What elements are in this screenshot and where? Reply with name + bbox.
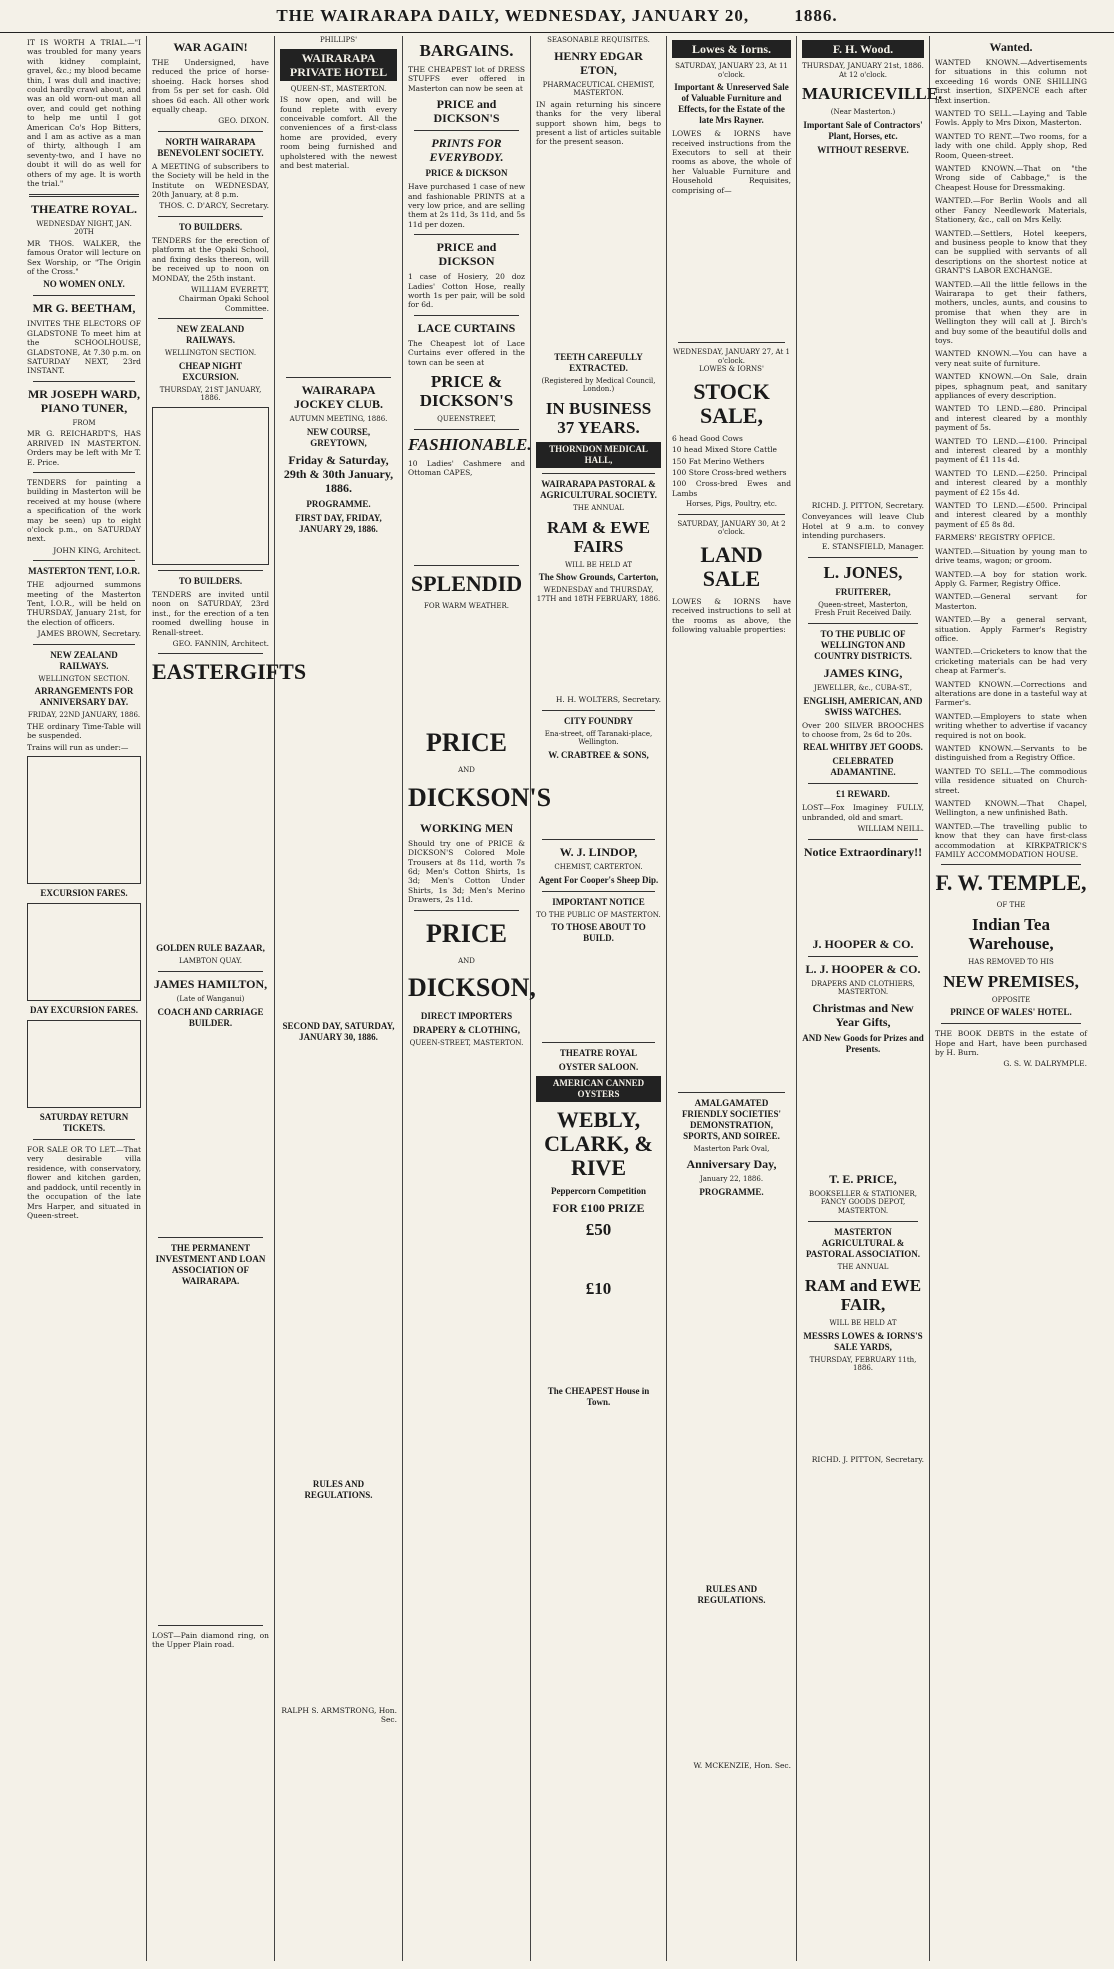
- wanted-item: WANTED TO RENT.—Two rooms, for a lady with one child. Apply shop, Red Room, Queen-street.: [935, 131, 1087, 160]
- reward-body: LOST—Fox Imaginey FULLY, unbranded, old and smart.: [802, 803, 924, 822]
- land-lots: [672, 637, 791, 1087]
- eastergifts: EASTERGIFTS: [152, 659, 307, 685]
- and-word: AND: [458, 766, 475, 775]
- notice-body: [802, 863, 924, 933]
- dress-ad: THE CHEAPEST lot of DRESS STUFFS ever offered in Masterton can now be seen at: [408, 65, 525, 93]
- prints-body: Have purchased 1 case of new and fashionable PRINTS at a very low price, and are selling them at 2s 11d, 3s 11d, and 5s 11d per dozen.: [408, 182, 525, 229]
- anniv: Anniversary Day,: [686, 1157, 777, 1172]
- sig: W. MCKENZIE, Hon. Sec.: [693, 1760, 791, 1770]
- lowes-list: [672, 197, 791, 337]
- stock-list: [672, 434, 791, 498]
- column-5: [531, 36, 667, 1961]
- english: ENGLISH, AMERICAN, AND SWISS WATCHES.: [803, 695, 923, 717]
- drapery: DRAPERY & CLOTHING,: [412, 1025, 521, 1036]
- christmas: Christmas and New Year Gifts,: [812, 1000, 914, 1029]
- important: Important Sale of Contractors' Plant, Horses, etc.: [803, 119, 923, 141]
- builders-title: TO BUILDERS.: [178, 221, 243, 232]
- venue: MAURICEVILLE.: [802, 84, 943, 104]
- eton-title: HENRY EDGAR ETON,: [554, 48, 643, 77]
- excursion-fares-table: [152, 407, 269, 565]
- tent-body: THE adjourned summons meeting of the Masterton Tent, I.O.R., will be held on THURSDAY, January 21st, for the election of officers.: [27, 580, 141, 627]
- crabtree: W. CRABTREE & SONS,: [548, 749, 649, 760]
- dickson-word-2: DICKSON,: [408, 973, 536, 1003]
- eastergifts-body: [152, 690, 269, 940]
- yards: MESSRS LOWES & IORNS'S SALE YARDS,: [803, 1330, 923, 1352]
- jockey-venue: NEW COURSE, GREYTOWN,: [306, 427, 371, 449]
- wanted-item: WANTED.—A boy for station work. Apply G. Farmer, Registry Office.: [935, 569, 1087, 588]
- about-body: [536, 947, 661, 1037]
- hooper: J. HOOPER & CO.: [812, 936, 914, 951]
- hotel-addr: QUEEN-ST., MASTERTON.: [290, 84, 387, 93]
- ram-sub: WILL BE HELD AT: [564, 560, 632, 569]
- lowes-header: Lowes & Iorns.: [672, 40, 791, 58]
- time: At 12 o'clock.: [838, 70, 887, 79]
- and-word-2: AND: [458, 956, 475, 965]
- column-6: [667, 36, 797, 1961]
- train-table: [27, 756, 141, 884]
- perm-title: THE PERMANENT INVESTMENT AND LOAN ASSOCIATION OF WAIRARAPA.: [155, 1242, 266, 1286]
- price-word: PRICE: [426, 728, 507, 758]
- phillips: PHILLIPS': [319, 36, 358, 44]
- fair-body: [802, 1373, 924, 1453]
- wood-sig: RICHD. J. PITTON, Secretary.: [811, 500, 924, 510]
- theatre-title: THEATRE ROYAL.: [30, 201, 138, 216]
- price-dickson-3: PRICE and DICKSON: [436, 240, 497, 269]
- cheap-excursion: CHEAP NIGHT EXCURSION.: [178, 360, 243, 382]
- jockey-dates: Friday & Saturday, 29th & 30th January, 1886.: [283, 453, 394, 496]
- working-men: WORKING MEN: [420, 820, 513, 835]
- wood-header: F. H. Wood.: [802, 40, 924, 58]
- railways-sub: WELLINGTON SECTION.: [164, 349, 257, 358]
- agri: WAIRARAPA PASTORAL & AGRICULTURAL SOCIETY.: [540, 479, 657, 500]
- drapers: DRAPERS AND CLOTHIERS, MASTERTON.: [811, 979, 915, 997]
- masthead-year: 1886.: [794, 6, 838, 25]
- rules: RULES AND REGULATIONS.: [304, 1479, 373, 1501]
- warm: FOR WARM WEATHER.: [423, 601, 509, 610]
- hamilton-trade: COACH AND CARRIAGE BUILDER.: [157, 1006, 264, 1028]
- lace-title: LACE CURTAINS: [417, 320, 516, 335]
- wanted-item: WANTED.—By a general servant, situation. Apply Farmer's Registry office.: [935, 615, 1087, 643]
- price-dickson-4: PRICE & DICKSON'S: [419, 372, 514, 411]
- capes-body: 10 Ladies' Cashmere and Ottoman CAPES,: [408, 458, 525, 478]
- timetable-note: THE ordinary Time-Table will be suspended.: [27, 721, 141, 741]
- ten: £10: [585, 1279, 612, 1299]
- james: JAMES KING,: [823, 666, 903, 680]
- annual: THE ANNUAL: [573, 504, 624, 512]
- amalg: AMALGAMATED FRIENDLY SOCIETIES' DEMONSTRATION, SPORTS, AND SOIREE.: [681, 1097, 782, 1141]
- oyster-theatre: THEATRE ROYAL: [559, 1048, 638, 1059]
- ram-fair: RAM and EWE FAIR,: [804, 1276, 922, 1315]
- wanted-item: WANTED.—For Berlin Wools and all other Fancy Needlework Materials, Stationery, &c., call on Mrs Kelly.: [935, 196, 1087, 225]
- land-body: LOWES & IORNS have received instructions to sell at the rooms as above, the following valuable properties:: [672, 597, 791, 635]
- wanted-item: WANTED TO SELL.—The commodious villa residence situated on Church-street.: [935, 766, 1087, 795]
- war-title: WAR AGAIN!: [173, 40, 248, 54]
- hotel-title: WAIRARAPA PRIVATE HOTEL: [280, 49, 397, 81]
- builders-body: TENDERS for the erection of platform at the Opaki School, and fixing desks thereon, will be received up to noon on MONDAY, the 25th instant.: [152, 235, 269, 283]
- first-day-races: [280, 538, 397, 1018]
- ram-sig: H. H. WOLTERS, Secretary.: [555, 695, 661, 705]
- date2: WEDNESDAY, JANUARY 27, At 1 o'clock.: [673, 348, 790, 365]
- jockey-sub: AUTUMN MEETING, 1886.: [289, 415, 388, 424]
- warehouse: Indian Tea Warehouse,: [968, 915, 1054, 954]
- beetham-body: INVITES THE ELECTORS OF GLADSTONE To meet him at the SCHOOLHOUSE, GLADSTONE, At 7.30 p.m. on SATURDAY NEXT, 23rd INSTANT.: [27, 319, 141, 376]
- stock-item: 100 Store Cross-bred wethers: [672, 468, 787, 478]
- hamilton-body: [152, 1032, 269, 1232]
- wanted-item: WANTED KNOWN.—You can have a very neat suite of furniture.: [935, 349, 1087, 368]
- fifty-body: [536, 1244, 661, 1274]
- eton-sub: PHARMACEUTICAL CHEMIST, MASTERTON.: [542, 80, 655, 98]
- dalrymple: G. S. W. DALRYMPLE.: [1003, 1059, 1087, 1069]
- hotel-body: IS now open, and will be found replete with every conceivable comfort. All the conveniences of a first-class home are provided, every room being furnished and upholstered with the newest and best material.: [280, 95, 397, 171]
- masthead: [0, 0, 1114, 33]
- theatre-date: WEDNESDAY NIGHT, JAN. 20TH: [36, 219, 132, 237]
- importers: DIRECT IMPORTERS: [420, 1011, 513, 1022]
- hotel-extra: [280, 172, 397, 372]
- wanted-item: WANTED KNOWN.—Corrections and alterations are done in a tasteful way at Farmer's.: [935, 679, 1087, 708]
- jones-addr: Queen-street, Masterton,: [818, 600, 908, 609]
- wanted-item: WANTED KNOWN.—That Chapel, Wellington, a new unfinished Bath.: [935, 799, 1087, 818]
- annual: THE ANNUAL: [837, 1262, 889, 1271]
- real: REAL WHITBY JET GOODS.: [803, 742, 923, 753]
- column-3: [275, 36, 403, 1961]
- date: THURSDAY, JANUARY 21st, 1886.: [802, 62, 924, 70]
- teeth: TEETH CAREFULLY EXTRACTED.: [554, 351, 643, 373]
- society-sig: THOS. C. D'ARCY, Secretary.: [159, 201, 269, 211]
- public: TO THE PUBLIC OF MASTERTON.: [536, 910, 661, 919]
- wanted-item: WANTED.—Cricketers to know that the cricketing materials can be had very cheap at Farmer's.: [935, 647, 1087, 676]
- jockey-title: WAIRARAPA JOCKEY CLUB.: [294, 383, 383, 412]
- price-word-2: PRICE: [426, 918, 507, 948]
- fair-date: THURSDAY, FEBRUARY 11th, 1886.: [809, 1355, 917, 1373]
- public: TO THE PUBLIC OF WELLINGTON AND COUNTRY DISTRICTS.: [814, 629, 912, 661]
- wanted-item: WANTED TO LEND.—£80. Principal and interest cleared by a monthly payment of 5s.: [935, 404, 1087, 433]
- agent: Agent For Cooper's Sheep Dip.: [538, 874, 659, 885]
- chemist: CHEMIST, CARTERTON.: [554, 862, 643, 871]
- column-2: [147, 36, 307, 1961]
- war-sig: GEO. DIXON.: [218, 116, 269, 126]
- splendid-body: [408, 610, 525, 720]
- wanted-item: WANTED.—All the little fellows in the Wairarapa to get their fathers, mothers, uncles, aunts, and cousins to promise that when they are in Wellington they will call at J. Birch's and buy some of the beautiful dolls and toys.: [935, 279, 1087, 345]
- important: IMPORTANT NOTICE: [552, 896, 645, 907]
- fresh: Fresh Fruit Received Daily.: [814, 609, 912, 618]
- cheap-date: THURSDAY, 21ST JANUARY, 1886.: [159, 385, 262, 403]
- lost-note: LOST—Pain diamond ring, on the Upper Plain road.: [152, 1630, 269, 1649]
- day-excursion-table: [27, 1020, 141, 1108]
- cheapest: The CHEAPEST House in Town.: [547, 1386, 650, 1408]
- lindop: W. J. LINDOP,: [559, 844, 638, 859]
- canned: AMERICAN CANNED OYSTERS: [536, 1076, 661, 1102]
- lowes2: LOWES & IORNS': [699, 365, 764, 374]
- pepper: Peppercorn Competition: [550, 1186, 647, 1197]
- day-excursion: DAY EXCURSION FARES.: [30, 1005, 138, 1016]
- tenders-sig: JOHN KING, Architect.: [53, 545, 141, 555]
- horses: Horses, Pigs, Poultry, etc.: [685, 500, 778, 509]
- builders2-sig: GEO. FANNIN, Architect.: [172, 638, 269, 648]
- hotel: PRINCE OF WALES' HOTEL.: [950, 1007, 1072, 1018]
- railways-sub: WELLINGTON SECTION.: [38, 674, 130, 683]
- for-sale: FOR SALE OR TO LET.—That very desirable villa residence, with conservatory, flower and kitchen garden, and paddock, until recently in the occupation of the late Mrs Harper, and situated in Queen-street.: [27, 1145, 142, 1220]
- anniversary-date: FRIDAY, 22ND JANUARY, 1886.: [27, 711, 141, 720]
- tenders-paint: TENDERS for painting a building in Masterton will be received at my house (where a specification of the work may be seen) up to eight o'clock p.m., on SATURDAY next.: [27, 477, 141, 544]
- ram: RAM & EWE FAIRS: [547, 517, 650, 556]
- booksellers: BOOKSELLER & STATIONER, FANCY GOODS DEPOT, MASTERTON.: [809, 1189, 917, 1215]
- builders-sig: WILLIAM EVERETT, Chairman Opaki School Committee.: [178, 284, 269, 313]
- stock-item: 6 head Good Cows: [672, 433, 743, 443]
- column-1: [22, 36, 147, 1961]
- wanted-item: WANTED KNOWN.—Servants to be distinguished from a Registry Office.: [935, 744, 1087, 763]
- foundry-addr: Ena-street, off Taranaki-place, Wellington.: [544, 729, 653, 747]
- beetham-title: MR G. BEETHAM,: [32, 301, 136, 316]
- lace-body: The Cheapest lot of Lace Curtains ever offered in the town can be seen at: [408, 338, 525, 367]
- jones: L. JONES,: [823, 562, 903, 582]
- railways-title: NEW ZEALAND RAILWAYS.: [176, 324, 245, 346]
- prize: FOR £100 PRIZE: [552, 1201, 645, 1216]
- anniversary: ARRANGEMENTS FOR ANNIVERSARY DAY.: [34, 686, 134, 708]
- price-dickson-1: PRICE and DICKSON'S: [433, 97, 500, 126]
- golden-sub: LAMBTON QUAY.: [179, 957, 242, 966]
- column-7: [797, 36, 943, 1961]
- date1: SATURDAY, JANUARY 23, At 11 o'clock.: [675, 62, 788, 79]
- society-body: A MEETING of subscribers to the Society will be held in the Institute on WEDNESDAY, 20th January, at 8 p.m.: [152, 161, 269, 200]
- wanted-item: WANTED.—General servant for Masterton.: [935, 592, 1087, 611]
- webly: WEBLY, CLARK, & RIVE: [544, 1107, 653, 1181]
- book-debts: THE BOOK DEBTS in the estate of Hope and Hart, have been purchased by H. Burn.: [935, 1029, 1087, 1058]
- ram-date: WEDNESDAY and THURSDAY, 17TH and 18TH FEBRUARY, 1886.: [536, 586, 661, 603]
- adamantine: CELEBRATED ADAMANTINE.: [830, 756, 896, 778]
- hooper2: L. J. HOOPER & CO.: [805, 961, 921, 976]
- ram-body: [536, 603, 661, 693]
- premises: NEW PREMISES,: [943, 971, 1079, 991]
- hall: THORNDON MEDICAL HALL,: [536, 442, 661, 468]
- hosiery-body: 1 case of Hosiery, 20 doz Ladies' Cotton Hose, really worth 1s per pair, will be sold for 6d.: [408, 272, 525, 310]
- war-body: THE Undersigned, have reduced the price of horse-shoeing. Hack horses shod from 5s per set for cash. Old shoes 6d each. All other work equally cheap.: [152, 58, 269, 115]
- date3: SATURDAY, JANUARY 30, At 2 o'clock.: [677, 519, 786, 537]
- wanted-item: WANTED.—Settlers, Hotel keepers, and business people to know that they can be supplied with servants of all descriptions on the shortest notice at GRANT'S LABOR EXCHANGE.: [935, 228, 1087, 276]
- wanted-item: WANTED TO LEND.—£500. Principal and interest cleared by a monthly payment of £5 8s 8d.: [935, 501, 1087, 529]
- builders2-title: TO BUILDERS.: [178, 575, 243, 586]
- price: T. E. PRICE,: [829, 1171, 897, 1186]
- tuner-body: MR G. REICHARDT'S, HAS ARRIVED IN MASTERTON. Orders may be left with Mr T. E. Price.: [27, 429, 141, 467]
- wanted-item: WANTED TO LEND.—£250. Principal and interest cleared by a monthly payment of £2 15s 4d.: [935, 468, 1087, 497]
- grounds: The Show Grounds, Carterton,: [538, 572, 659, 583]
- new-goods: AND New Goods for Prizes and Presents.: [802, 1032, 924, 1054]
- wanted-header: Wanted.: [989, 40, 1033, 54]
- railways-title: NEW ZEALAND RAILWAYS.: [50, 649, 118, 671]
- excursion-table: [27, 903, 141, 1001]
- wanted-item: WANTED.—Employers to state when writing whether to advertise if vacancy required is not on book.: [935, 711, 1087, 740]
- tuner-title: MR JOSEPH WARD, PIANO TUNER,: [27, 386, 141, 415]
- ten-body: [536, 1303, 661, 1383]
- notice: Notice Extraordinary!!: [803, 844, 923, 859]
- golden-title: GOLDEN RULE BAZAAR,: [156, 943, 265, 954]
- dickson-word: DICKSON'S: [408, 782, 552, 812]
- neill: WILLIAM NEILL.: [857, 824, 924, 834]
- eton-list: [536, 149, 661, 349]
- wanted-item: WANTED.—Situation by young man to drive teams, wagon; or groom.: [935, 546, 1087, 566]
- price-dickson-2: PRICE & DICKSON: [425, 168, 508, 179]
- wanted-item: FARMERS' REGISTRY OFFICE.: [935, 533, 1056, 543]
- contractor-list: [802, 159, 924, 499]
- fashionable: FASHIONABLE.: [408, 434, 532, 454]
- prints-title: PRINTS FOR EVERYBODY.: [429, 136, 504, 165]
- second-day: SECOND DAY, SATURDAY, JANUARY 30, 1886.: [282, 1021, 395, 1043]
- anniv-date: January 22, 1886.: [699, 1175, 764, 1184]
- oyster: OYSTER SALOON.: [558, 1062, 639, 1073]
- of-the: OF THE: [996, 901, 1026, 910]
- agri: MASTERTON AGRICULTURAL & PASTORAL ASSOCIATION.: [805, 1226, 921, 1259]
- stock: STOCK SALE,: [693, 378, 770, 428]
- removed: HAS REMOVED TO HIS: [968, 958, 1054, 967]
- conveyances: Conveyances will leave Club Hotel at 9 a.m. to convey intending purchasers.: [802, 512, 924, 540]
- jewellers: JEWELLER, &c., CUBA-ST.,: [814, 684, 912, 692]
- tent-sig: JAMES BROWN, Secretary.: [37, 629, 141, 639]
- stock-item: 100 Cross-bred Ewes and Lambs: [672, 479, 791, 498]
- wanted-list: [935, 58, 1087, 859]
- eton-body: IN again returning his sincere thanks for the very liberal support shown him, begs to present a list of articles suitable for the present season.: [536, 99, 661, 147]
- masthead-title: THE WAIRARAPA DAILY, WEDNESDAY, JANUARY: [276, 6, 720, 25]
- wanted-item: WANTED TO LEND.—£100. Principal and interest cleared by a monthly payment of £1 11s 4d.: [935, 436, 1087, 465]
- land: LAND SALE: [700, 542, 763, 592]
- hop-bitters-ad: IT IS WORTH A TRIAL.—"I was troubled for many years with kidney complaint, gravel, &c.; my blood became thin, I was dull and inactive; could hardly crawl about, and was an old worn-out man all over, and could get nothing to help me until I got American Co's Hop Bitters, and I am as active as a man of thirty, although I am seventy-two, and I have no doubt it will do as well for others of my age. It is worth the trial.": [27, 38, 141, 189]
- stock-item: 150 Fat Merino Wethers: [672, 456, 765, 466]
- reg: (Registered by Medical Council, London.): [541, 376, 656, 394]
- working-body: Should try one of PRICE & DICKSON'S Colored Mole Trousers at 8s 11d, worth 7s 6d; Men's Cotton Shirts, 1s 3d; Men's Cotton Under Shirts, 1s 3d; Men's Merino Drawers, 2s 11d.: [408, 838, 525, 905]
- splendid: SPLENDID: [410, 570, 523, 596]
- wanted-item: WANTED TO SELL.—Laying and Table Fowls. Apply to Mrs Dixon, Masterton.: [935, 109, 1087, 128]
- will-be: WILL BE HELD AT: [829, 1319, 897, 1328]
- business: IN BUSINESS 37 YEARS.: [545, 399, 652, 437]
- saturday-return: SATURDAY RETURN TICKETS.: [39, 1112, 129, 1134]
- wanted-item: WANTED KNOWN.—Advertisements for situations in this column not exceeding 16 words ONE SHILLING first insertion, SIXPENCE each after next insertion.: [935, 58, 1087, 105]
- perm-body: [152, 1290, 269, 1620]
- near: (Near Masterton.): [830, 108, 896, 117]
- first-day: FIRST DAY, FRIDAY, JANUARY 29, 1886.: [295, 513, 382, 535]
- bulls-body: [672, 1609, 791, 1759]
- reward: £1 REWARD.: [836, 789, 890, 800]
- programme: PROGRAMME.: [306, 499, 371, 510]
- programme-body: [672, 1201, 791, 1581]
- jockey-sig: RALPH S. ARMSTRONG, Hon. Sec.: [281, 1706, 397, 1725]
- bargains: BARGAINS.: [419, 41, 514, 60]
- fruiterer: FRUITERER,: [835, 586, 891, 597]
- rules-body: [280, 1504, 397, 1704]
- trains-out: Trains will run as under:—: [27, 742, 129, 752]
- brooches: Over 200 SILVER BROOCHES to choose from, 2s 6d to 20s.: [802, 720, 924, 739]
- important: Important & Unreserved Sale of Valuable Furniture and Effects, for the Estate of the late Mrs Rayner.: [674, 82, 789, 126]
- capes-extra: [408, 480, 525, 560]
- theatre-women: NO WOMEN ONLY.: [43, 279, 125, 290]
- wanted-item: WANTED KNOWN.—On Sale, drain pipes, sphagnum peat, and sanitary appliances of every description.: [935, 372, 1087, 400]
- goods-body: [802, 1058, 924, 1168]
- builders2-body: TENDERS are invited until noon on SATURDAY, 23rd inst., for the erection of a ten roomed dwelling house in Renall-street.: [152, 589, 269, 637]
- society-title: NORTH WAIRARAPA BENEVOLENT SOCIETY.: [157, 136, 264, 158]
- wanted-item: WANTED KNOWN.—That on "the Wrong side of Cabbage," is the Cheapest House for Dressmaking.: [935, 164, 1087, 192]
- requisites: SEASONABLE REQUISITES.: [547, 36, 650, 44]
- stansfield: E. STANSFIELD, Manager.: [821, 542, 924, 552]
- fair-sig: RICHD. J. PITTON, Secretary.: [811, 1454, 924, 1464]
- tuner-from: FROM: [72, 418, 96, 427]
- programme: PROGRAMME.: [699, 1186, 764, 1197]
- column-8: [930, 36, 1092, 1961]
- stock-item: 10 head Mixed Store Cattle: [672, 445, 777, 455]
- pd4-addr: QUEENSTREET,: [437, 415, 496, 424]
- second-day-races: [280, 1046, 397, 1476]
- temple: F. W. TEMPLE,: [935, 870, 1087, 896]
- opposite: OPPOSITE: [991, 995, 1031, 1004]
- foundry: CITY FOUNDRY: [563, 715, 634, 726]
- hamilton-title: JAMES HAMILTON,: [153, 976, 268, 991]
- bulls: RULES AND REGULATIONS.: [697, 1583, 766, 1605]
- pd5-addr: QUEEN-STREET, MASTERTON.: [409, 1039, 524, 1048]
- park: Masterton Park Oval,: [693, 1144, 770, 1153]
- hamilton-sub: (Late of Wanganui): [176, 994, 245, 1003]
- theatre-body: MR THOS. WALKER, the famous Orator will lecture on Sex Worship, or "The Origin of the Cross.": [27, 238, 141, 276]
- wanted-item: WANTED.—The travelling public to know that they can have first-class accommodation at KIRKPATRICK'S FAMILY ACCOMMODATION HOUSE.: [935, 821, 1087, 860]
- column-4: [403, 36, 552, 1961]
- masthead-day: 20,: [724, 6, 750, 25]
- about: TO THOSE ABOUT TO BUILD.: [551, 922, 646, 944]
- tent-title: MASTERTON TENT, I.O.R.: [28, 566, 140, 577]
- crabtree-body: [536, 764, 661, 834]
- without: WITHOUT RESERVE.: [817, 144, 909, 155]
- excursion-title: EXCURSION FARES.: [40, 888, 128, 899]
- lowes-body: LOWES & IORNS have received instructions from the Executors to sell at their rooms as above, the whole of her Valuable Furniture and Household Requisites, comprising of—: [672, 129, 791, 195]
- fifty: £50: [585, 1220, 612, 1240]
